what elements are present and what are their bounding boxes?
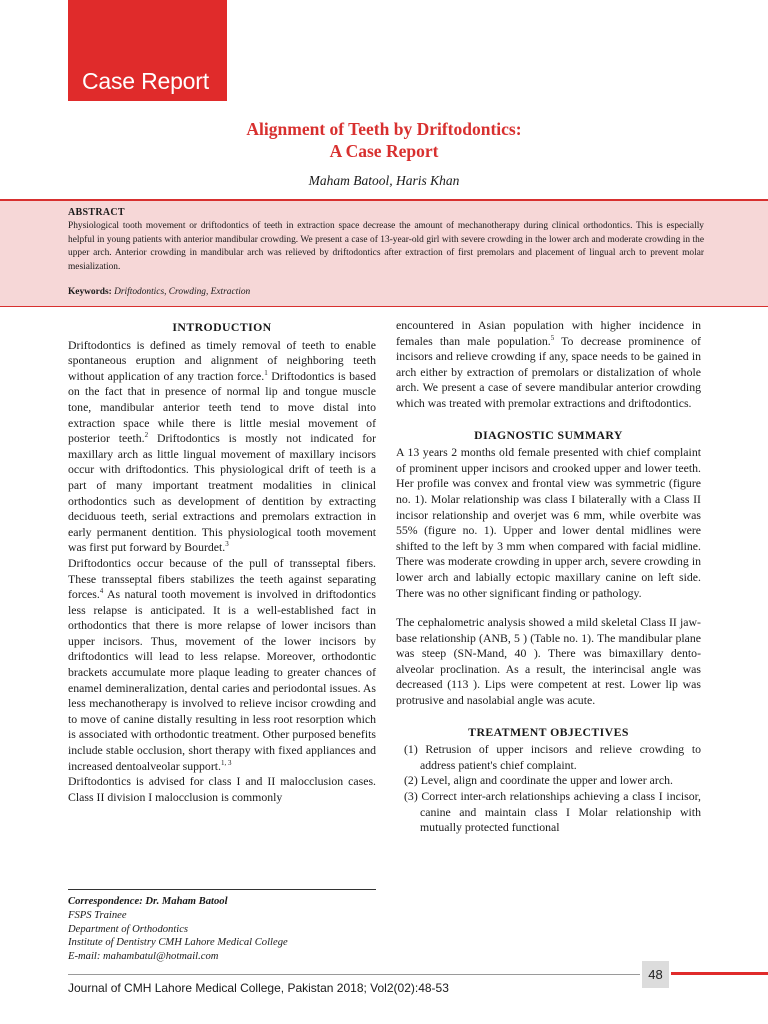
treatment-item: (1) Retrusion of upper incisors and relieve crowding to address patient's chief complaint. (404, 742, 701, 772)
article-title-line1: Alignment of Teeth by Driftodontics: (246, 119, 522, 139)
text-run: Driftodontics is mostly not indicated for maxillary arch as little lingual movement of maxillary incisors occur with driftodontics. This physiological drift of teeth is a part of many important treatment modalities in clinical orthodontics such as development of dentition by extracting deciduous teeth, serial extractions and premolars extraction in early permanent dentition. This physiological tooth movement was first put forward by Bourdet. (68, 431, 377, 555)
diagnostic-paragraph-1: A 13 years 2 months old female presented with chief complaint of prominent upper incisors and crooked upper and lower teeth. Her profile was convex and frontal view was symmetric (figure no. 1). Molar relationship was class I bilaterally with a Class II incisor relationship and overjet was 6 mm, while overbite was 55% (figure no. 1). Upper and lower dental midlines were shifted to the left by 3 mm when compared with facial midline. There was moderate crowding in upper arch, severe crowding in lower arch and labially ectopic maxillary canine on left side. There was no other significant finding or pathology. (396, 445, 701, 600)
section-banner (68, 0, 227, 101)
abstract-text: Physiological tooth movement or driftodontics of teeth in extraction space decrease the amount of mechanotherapy during clinical orthodontics. This is especially helpful in young patients with anterior mandibular crowding. We present a case of 13-year-old girl with severe crowding in the lower arch and moderate crowding in the upper arch. Anterior crowding in mandibular arch was relieved by driftodontics after extraction of first premolars and placement of lingual arch to prevent molar mesialization. (68, 221, 704, 272)
correspondence-block (68, 895, 388, 964)
introduction-paragraph-3: Driftodontics is advised for class I and II malocclusion cases. Class II division I malocclusion is commonly (68, 774, 376, 804)
diagnostic-heading: DIAGNOSTIC SUMMARY (474, 427, 623, 442)
text-run: As natural tooth movement is involved in driftodontics less relapse is anticipated. It is a well-established fact in orthodontics that there is more relapse of lower incisors than upper incisors. Thus, movement of the lower incisors by driftodontics will lead to less relapse. Moreover, orthodontic brackets accumulate more plaque leading to greater chances of enamel demineralization, dental caries and periodontal issues. As less mechanotherapy is involved to relieve incisor crowding and to move of canine distally resulting in less root resorption which is associated with orthodontic treatment. Other purposed benefits include stable occlusion, short therapy with fixed appliances and increased dentoalveolar support. (68, 587, 376, 773)
page-number: 48 (642, 961, 669, 988)
left-column (68, 318, 376, 805)
spacer (396, 601, 701, 615)
footer-accent-line (671, 972, 768, 975)
abstract-heading: ABSTRACT (68, 207, 125, 218)
text-run: Driftodontics is defined as timely removal of teeth to enable spontaneous eruption and alignment of neighboring teeth without application of any traction force. (68, 337, 376, 383)
text-run: To decrease prominence of incisors and relieve crowding if any, space needs to be gained in arch either by extraction of premolars or distalization of whole arch. We present a case of severe mandibular anterior crowding which was treated with premolar extractions and driftodontics. (396, 333, 701, 410)
correspondence-divider (68, 889, 376, 890)
keywords (68, 287, 250, 297)
citation-ref: 1, 3 (220, 758, 232, 767)
footer-divider (68, 974, 640, 975)
correspondence-line: Department of Orthodontics (68, 923, 189, 935)
introduction-heading: INTRODUCTION (172, 320, 272, 334)
citation-ref: 4 (99, 587, 104, 596)
treatment-heading: TREATMENT OBJECTIVES (468, 724, 629, 739)
text-run: Driftodontics is based on the fact that in presence of normal lip and tongue muscle tone, mandibular anterior teeth tend to move distal into extraction space while there is little mesial movement of posterior teeth. (68, 368, 376, 446)
citation-ref: 3 (225, 540, 229, 549)
correspondence-line: FSPS Trainee (68, 909, 127, 921)
article-title (0, 118, 768, 162)
treatment-item: (3) Correct inter-arch relationships achieving a class I incisor, canine and maintain class I Molar relationship with mutually protected functional (404, 789, 701, 835)
right-column (396, 318, 701, 836)
correspondence-email: E-mail: mahambatul@hotmail.com (68, 951, 219, 963)
keywords-label: Keywords: (68, 287, 112, 297)
article-title-line2: A Case Report (329, 141, 439, 161)
treatment-item: (2) Level, align and coordinate the upper and lower arch. (404, 773, 673, 788)
text-run: encountered in Asian population with higher incidence in females than male population. (396, 318, 701, 348)
citation-ref: 2 (144, 431, 149, 440)
keywords-list: Driftodontics, Crowding, Extraction (114, 287, 251, 297)
citation-ref: 5 (550, 333, 555, 342)
spacer (396, 412, 701, 426)
text-run: Driftodontics occur because of the pull of transseptal fibers. These transseptal fibers stabilizes the teeth against separating forces. (68, 555, 376, 602)
introduction-paragraph-4 (396, 318, 701, 412)
spacer (396, 709, 701, 723)
correspondence-heading: Correspondence: Dr. Maham Batool (68, 896, 228, 907)
correspondence-line: Institute of Dentistry CMH Lahore Medical College (68, 937, 288, 949)
journal-footer: Journal of CMH Lahore Medical College, Pakistan 2018; Vol2(02):48-53 (68, 981, 449, 995)
diagnostic-paragraph-2: The cephalometric analysis showed a mild skeletal Class II jaw-base relationship (ANB, 5 ) (Table no. 1). The mandibular plane was steep (SN-Mand, 40 ). There was bimaxillary dento-alveolar proclination. As a result, the interincisal angle was decreased (113 ). Lips were competent at rest. Lower lip was protrusive and nasolabial angle was acute. (396, 615, 701, 708)
introduction-paragraph-2 (68, 556, 376, 774)
introduction-paragraph-1 (68, 338, 376, 556)
treatment-list (396, 742, 701, 836)
article-authors: Maham Batool, Haris Khan (308, 173, 460, 188)
citation-ref: 1 (264, 368, 268, 377)
section-banner-label: Case Report (82, 68, 209, 94)
